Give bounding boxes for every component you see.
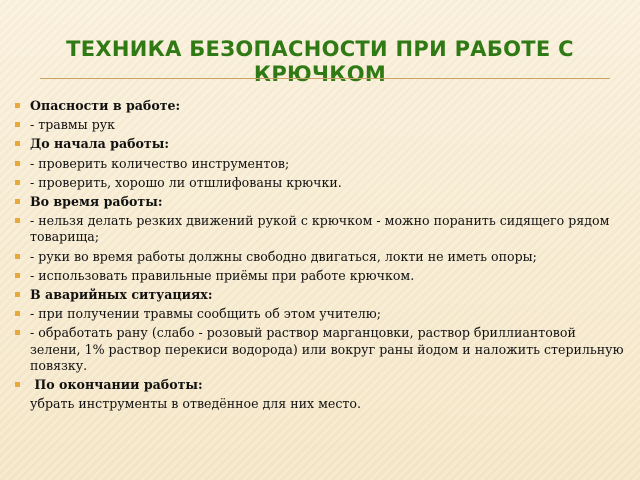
title-divider bbox=[40, 78, 610, 79]
list-item bbox=[6, 98, 624, 114]
list-item bbox=[6, 287, 624, 303]
slide-title: ТЕХНИКА БЕЗОПАСНОСТИ ПРИ РАБОТЕ С КРЮЧКОМ bbox=[66, 37, 574, 86]
list-item bbox=[6, 194, 624, 210]
list-item bbox=[6, 249, 624, 265]
list-item-text: убрать инструменты в отведённое для них место. bbox=[30, 396, 361, 412]
list-item bbox=[6, 396, 624, 412]
bullet-icon bbox=[15, 180, 20, 185]
list-item-text: - нельзя делать резких движений рукой с крючком - можно поранить сидящего рядом товарища; bbox=[30, 213, 610, 245]
list-item bbox=[6, 213, 624, 245]
list-item-text: - при получении травмы сообщить об этом учителю; bbox=[30, 306, 381, 322]
bullet-icon bbox=[15, 103, 20, 108]
list-item bbox=[6, 175, 624, 191]
slide-content bbox=[6, 98, 624, 415]
bullet-icon bbox=[15, 161, 20, 166]
section-heading: По окончании работы: bbox=[30, 377, 203, 393]
list-item bbox=[6, 117, 624, 133]
list-item bbox=[6, 268, 624, 284]
section-heading: В аварийных ситуациях: bbox=[30, 287, 213, 303]
section-heading: Во время работы: bbox=[30, 194, 163, 210]
bullet-icon bbox=[15, 254, 20, 259]
bullet-icon bbox=[15, 311, 20, 316]
list-item-text: - обработать рану (слабо - розовый раствор марганцовки, раствор бриллиантовой зелени, 1% раствор перекиси водорода) или вокруг раны йодом и наложить стерильную повязку. bbox=[30, 325, 624, 373]
list-item-text: - проверить, хорошо ли отшлифованы крючки. bbox=[30, 174, 342, 190]
list-item bbox=[6, 156, 624, 172]
list-item-text: - использовать правильные приёмы при работе крючком. bbox=[30, 267, 415, 283]
bullet-icon bbox=[15, 141, 20, 146]
list-item bbox=[6, 377, 624, 393]
bullet-icon bbox=[15, 292, 20, 297]
bullet-icon bbox=[15, 218, 20, 223]
bullet-icon bbox=[15, 382, 20, 387]
list-item bbox=[6, 136, 624, 152]
bullet-icon bbox=[15, 273, 20, 278]
bullet-icon bbox=[15, 330, 20, 335]
list-item-text: - травмы рук bbox=[30, 117, 116, 133]
bullet-icon bbox=[15, 122, 20, 127]
list-item-text: - руки во время работы должны свободно двигаться, локти не иметь опоры; bbox=[30, 248, 537, 264]
section-heading: Опасности в работе: bbox=[30, 98, 181, 113]
list-item bbox=[6, 325, 624, 374]
list-item-text: - проверить количество инструментов; bbox=[30, 155, 290, 171]
bullet-icon bbox=[15, 199, 20, 204]
list-item bbox=[6, 306, 624, 322]
section-heading: До начала работы: bbox=[30, 136, 170, 152]
